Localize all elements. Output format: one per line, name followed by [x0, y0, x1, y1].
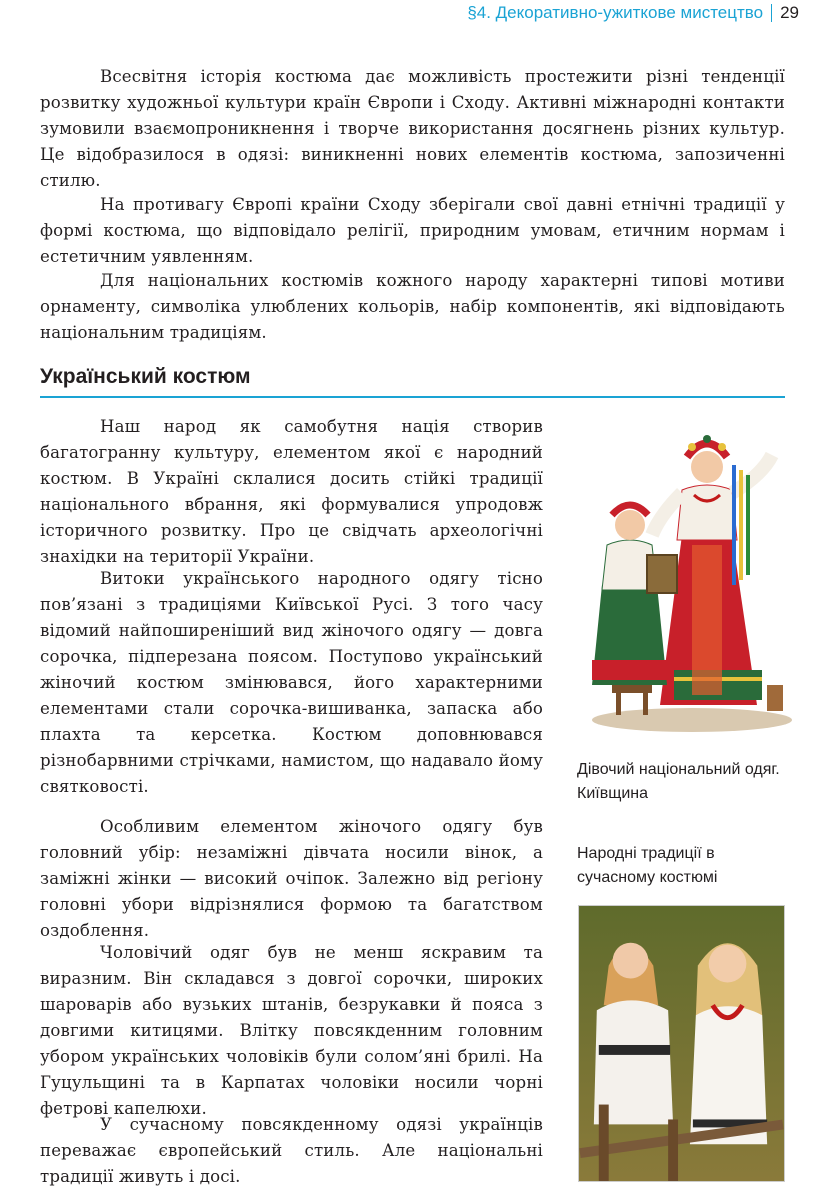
intro-paragraph: Для національних костюмів кожного народу характерні типові мотиви орнаменту, символіка улюблених кольорів, набір компонентів, які відповідають національним традиціям. [40, 271, 785, 342]
body-paragraph: Витоки українського народного одягу тісно пов’язані з традиціями Київської Русі. З того часу відомий найпоширеніший вид жіночого одягу — довга сорочка, підперезана поясом. Поступово український жіночий костюм змінювався, його характерними елементами стали сорочка-вишиванка, запаска або плахта та керсетка. Костюм доповнювався різнобарвними стрічками, намистом, що надавало йому святковості. [40, 569, 543, 796]
intro-paragraph: На противагу Європі країни Сходу зберігали свої давні етнічні традиції у формі костюма, що відповідало релігії, природним умовам, етичним нормам і естетичним уявленням. [40, 195, 785, 266]
heading-underline [40, 396, 785, 398]
page-header [467, 0, 799, 26]
national-costume-illustration [582, 415, 792, 735]
section-heading: Український костюм [40, 365, 251, 388]
intro-paragraph: Всесвітня історія костюма дає можливість простежити різні тенденції розвитку художньої культури країн Європи і Сходу. Активні міжнародні контакти зумовили взаємопроникнення і творче використання досягнень різних культур. Це відобразилося в одязі: виникненні нових елементів костюма, запозиченні стилю. [40, 67, 785, 190]
illustration-caption: Дівочий національний одяг. Київщина [577, 761, 780, 802]
body-paragraph: У сучасному повсякденному одязі українців переважає європейський стиль. Але національні традиції живуть і досі. [40, 1115, 543, 1186]
body-paragraph: Наш народ як самобутня нація створив багатогранну культуру, елементом якої є народний костюм. В Україні склалися досить стійкі традиції національного вбрання, які формувалися упродовж історичного розвитку. Про це свідчать археологічні знахідки на території України. [40, 417, 543, 566]
page-number: 29 [780, 3, 799, 22]
section-title: §4. Декоративно-ужиткове мистецтво [467, 3, 764, 22]
photo-caption: Народні традиції в сучасному костюмі [577, 845, 718, 886]
body-paragraph: Чоловічий одяг був не менш яскравим та виразним. Він складався з довгої сорочки, широких шароварів або вузьких штанів, безрукавки й пояса з довгими китицями. Влітку повсякденним головним убором українських чоловіків були солом’яні брилі. На Гуцульщині та в Карпатах чоловіки носили чорні фетрові капелюхи. [40, 943, 543, 1118]
header-divider [771, 4, 772, 22]
modern-costume-photo [578, 905, 785, 1182]
body-paragraph: Особливим елементом жіночого одягу був головний убір: незаміжні дівчата носили вінок, а заміжні жінки — високий очіпок. Залежно від регіону головні убори відрізнялися формою та багатством оздоблення. [40, 817, 543, 940]
